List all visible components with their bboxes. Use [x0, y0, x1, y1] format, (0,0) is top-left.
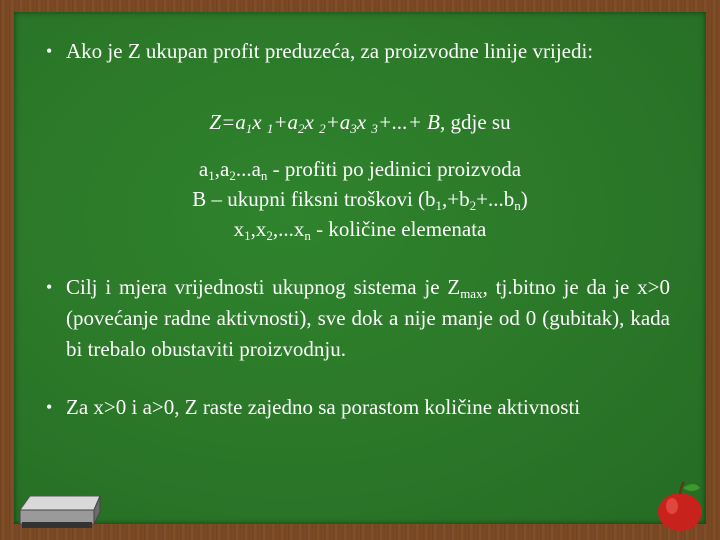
- formula-part: x: [356, 110, 372, 134]
- formula-sub: 3: [371, 121, 378, 136]
- bullet-dot: •: [46, 277, 53, 297]
- eraser-icon: [16, 488, 104, 532]
- bullet-text: Ako je Z ukupan profit preduzeća, za proizvodne linije vrijedi:: [66, 39, 594, 63]
- formula-tail: gdje su: [445, 110, 511, 134]
- bullet-text: , tj.bitno je da je x>0 (povećanje radne aktivnosti), sve dok a nije manje od 0 (gubitak), kada bi trebalo obustaviti proizvodnju.: [66, 275, 670, 361]
- definition-profits: $a_1,a_2...a_n$ - profiti po jedinici proizvoda: [198, 157, 522, 183]
- formula-sub: 2: [319, 121, 326, 136]
- formula-part: x: [252, 110, 267, 134]
- bullet-goal: [46, 272, 670, 365]
- bullet-dot: •: [46, 41, 53, 61]
- formula-part: +a: [325, 110, 351, 134]
- formula-part: x: [304, 110, 320, 134]
- bullet-growth: [46, 392, 670, 423]
- formula-part: +a: [273, 110, 299, 134]
- formula-sub: 1: [266, 121, 274, 136]
- bullet-sub: max: [460, 286, 483, 301]
- chalkboard: [14, 12, 706, 524]
- formula-sub: 3: [350, 121, 357, 136]
- bullet-text: Za x>0 i a>0, Z raste zajedno sa porastom količine aktivnosti: [66, 395, 581, 419]
- bullet-text: Cilj i mjera vrijednosti ukupnog sistema je Z: [66, 275, 461, 299]
- formula-part: +...+ B,: [377, 110, 446, 134]
- bullet-profit: [46, 36, 666, 67]
- definition-fixed-costs: B – ukupni fiksni troškovi $(b_1,+b_2+...b_n)$: [192, 187, 528, 213]
- definition-quantities: $x_1,x_2,...x_n$ - količine elemenata: [233, 217, 487, 243]
- formula-sub: 1: [245, 121, 253, 136]
- formula-sub: 2: [298, 121, 305, 136]
- apple-icon: [650, 478, 710, 534]
- definitions: [0, 154, 720, 244]
- profit-formula: [0, 110, 720, 135]
- bullet-dot: •: [46, 397, 53, 417]
- formula-part: Z=a: [209, 110, 246, 134]
